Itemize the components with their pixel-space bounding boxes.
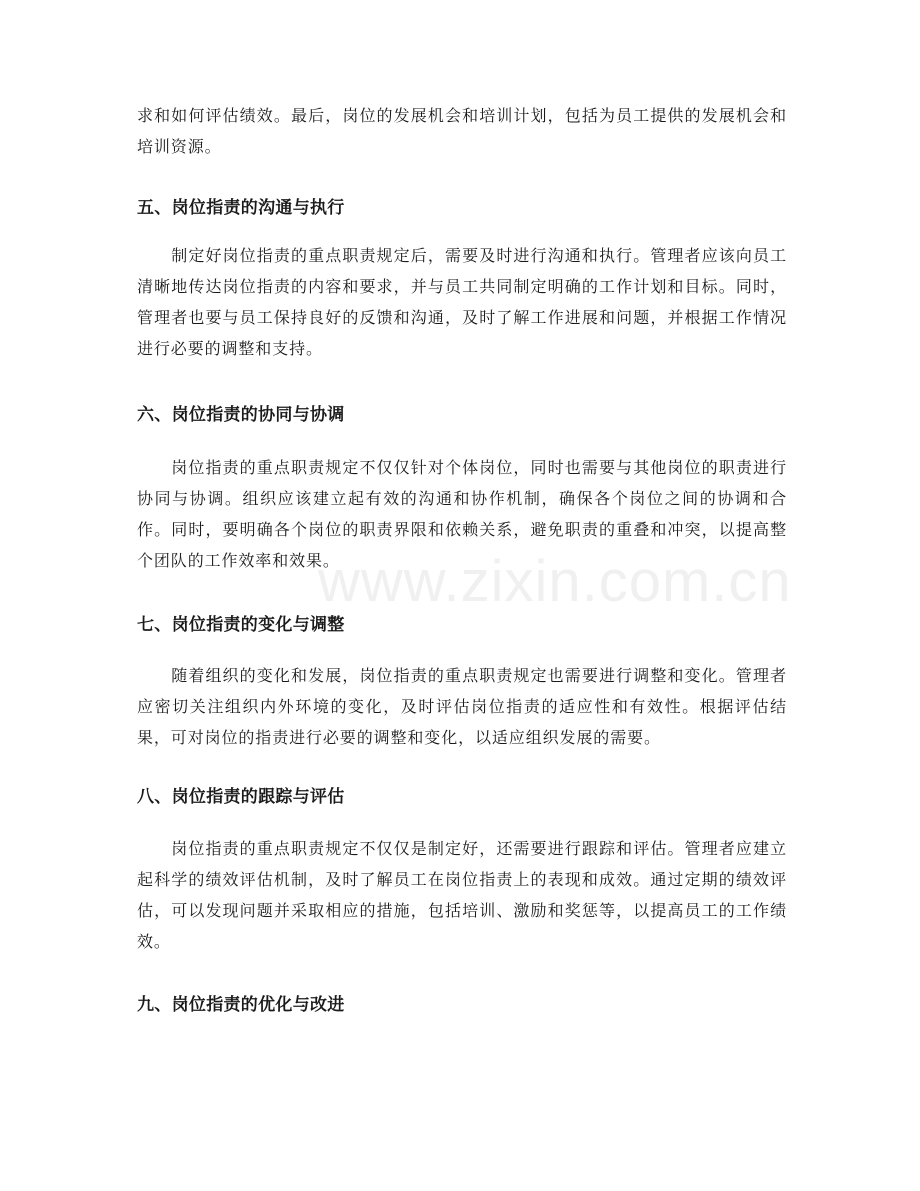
section-5-heading-block <box>137 196 787 220</box>
section-8-heading-block <box>137 785 787 809</box>
section-6-body <box>137 452 787 576</box>
section-9-heading-block <box>137 993 787 1017</box>
section-7-heading-block <box>137 613 787 637</box>
section-7-paragraph: 随着组织的变化和发展，岗位指责的重点职责规定也需要进行调整和变化。管理者应密切关注组织内外环境的变化，及时评估岗位指责的适应性和有效性。根据评估结果，可对岗位的指责进行必要的调整和变化，以适应组织发展的需要。 <box>137 666 787 747</box>
section-7-heading: 七、岗位指责的变化与调整 <box>137 615 345 635</box>
section-7-body <box>137 660 787 753</box>
section-5-heading: 五、岗位指责的沟通与执行 <box>137 198 345 218</box>
section-9-heading: 九、岗位指责的优化与改进 <box>137 995 345 1015</box>
intro-paragraph: 求和如何评估绩效。最后，岗位的发展机会和培训计划，包括为员工提供的发展机会和培训资源。 <box>137 106 787 156</box>
section-8-paragraph: 岗位指责的重点职责规定不仅仅是制定好，还需要进行跟踪和评估。管理者应建立起科学的绩效评估机制，及时了解员工在岗位指责上的表现和成效。通过定期的绩效评估，可以发现问题并采取相应的措施，包括培训、激励和奖惩等，以提高员工的工作绩效。 <box>137 839 787 951</box>
watermark-text: www.zixin.com.cn <box>318 549 792 614</box>
section-6-paragraph: 岗位指责的重点职责规定不仅仅针对个体岗位，同时也需要与其他岗位的职责进行协同与协调。组织应该建立起有效的沟通和协作机制，确保各个岗位之间的协调和合作。同时，要明确各个岗位的职责界限和依赖关系，避免职责的重叠和冲突，以提高整个团队的工作效率和效果。 <box>137 458 787 570</box>
section-5-body <box>137 240 787 364</box>
section-5-paragraph: 制定好岗位指责的重点职责规定后，需要及时进行沟通和执行。管理者应该向员工清晰地传达岗位指责的内容和要求，并与员工共同制定明确的工作计划和目标。同时，管理者也要与员工保持良好的反馈和沟通，及时了解工作进展和问题，并根据工作情况进行必要的调整和支持。 <box>137 246 787 358</box>
section-8-heading: 八、岗位指责的跟踪与评估 <box>137 787 345 807</box>
section-6-heading-block <box>137 403 787 427</box>
section-8-body <box>137 833 787 957</box>
intro-section <box>137 100 787 162</box>
section-6-heading: 六、岗位指责的协同与协调 <box>137 405 345 425</box>
